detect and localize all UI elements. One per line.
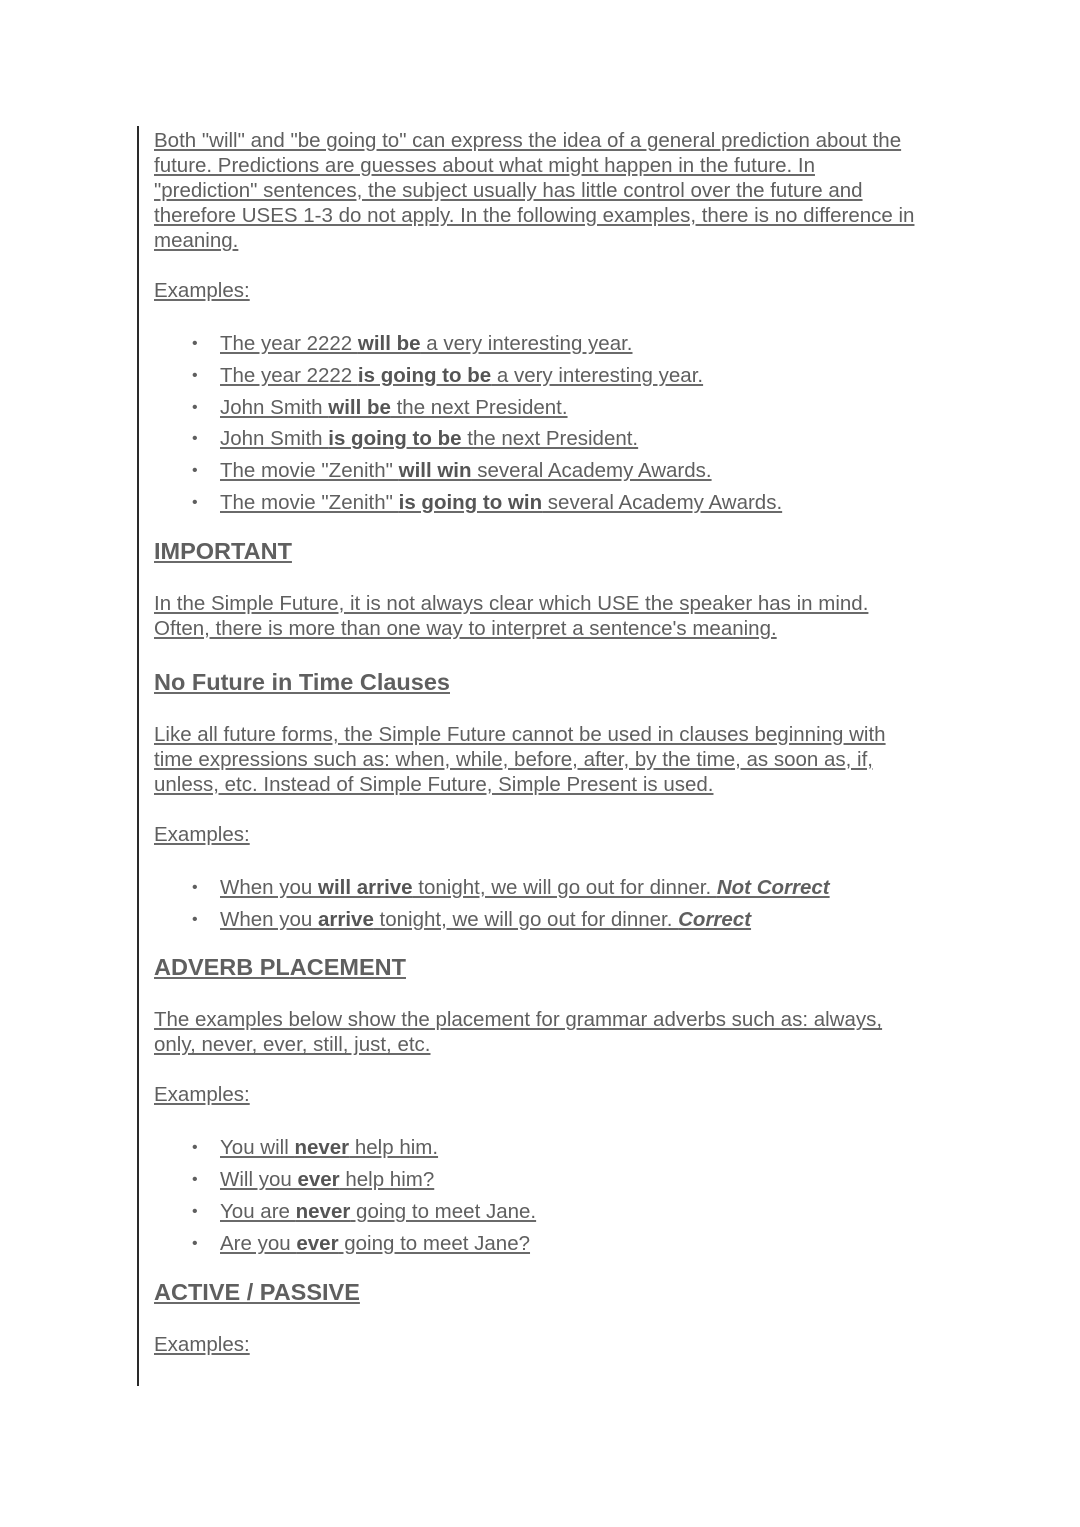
list-item: • The year 2222 will be a very interesting year.: [192, 328, 924, 360]
examples-label: Examples:: [154, 279, 250, 302]
left-margin-rule: [137, 126, 139, 1386]
bullet-icon: •: [192, 430, 198, 448]
prediction-examples-list: [154, 328, 924, 519]
bullet-icon: •: [192, 1139, 198, 1157]
document-body: [154, 128, 924, 1382]
list-item: • When you will arrive tonight, we will go out for dinner. Not Correct: [192, 872, 924, 904]
bullet-icon: •: [192, 462, 198, 480]
list-item: • John Smith is going to be the next President.: [192, 423, 924, 455]
bullet-icon: •: [192, 398, 198, 416]
bullet-icon: •: [192, 366, 198, 384]
bullet-icon: •: [192, 878, 198, 896]
adverb-placement-paragraph: The examples below show the placement for grammar adverbs such as: always, only, never, ever, still, just, etc.: [154, 1008, 883, 1057]
time-clauses-paragraph: Like all future forms, the Simple Future cannot be used in clauses beginning with time expressions such as: when, while, before, after, by the time, as soon as, if, unless, etc. Instead of Simple Future, Simple Present is used.: [154, 722, 886, 796]
list-item: • John Smith will be the next President.: [192, 392, 924, 424]
active-passive-heading: ACTIVE / PASSIVE: [154, 1278, 360, 1305]
important-paragraph: In the Simple Future, it is not always clear which USE the speaker has in mind. Often, there is more than one way to interpret a sentence's meaning.: [154, 591, 869, 640]
list-item: • The movie "Zenith" is going to win several Academy Awards.: [192, 487, 924, 519]
bullet-icon: •: [192, 910, 198, 928]
list-item: • Are you ever going to meet Jane?: [192, 1228, 924, 1260]
list-item: • When you arrive tonight, we will go out for dinner. Correct: [192, 904, 924, 936]
adverb-examples-list: [154, 1132, 924, 1259]
list-item: • You are never going to meet Jane.: [192, 1196, 924, 1228]
time-clauses-examples-list: [154, 872, 924, 936]
bullet-icon: •: [192, 1234, 198, 1252]
bullet-icon: •: [192, 1202, 198, 1220]
examples-label: Examples:: [154, 822, 250, 846]
list-item: • Will you ever help him?: [192, 1164, 924, 1196]
time-clauses-heading: No Future in Time Clauses: [154, 668, 450, 695]
examples-label: Examples:: [154, 1083, 250, 1107]
intro-paragraph: Both "will" and "be going to" can express the idea of a general prediction about the future. Predictions are guesses about what might happen in the future. In "prediction" sentences, the subject usually has little control over the future and therefore USES 1-3 do not apply. In the following examples, there is no difference in meaning.: [154, 129, 915, 252]
correctness-note: Not Correct: [716, 875, 830, 899]
list-item: • The year 2222 is going to be a very interesting year.: [192, 360, 924, 392]
bullet-icon: •: [192, 493, 198, 511]
examples-label: Examples:: [154, 1332, 250, 1356]
list-item: • You will never help him.: [192, 1132, 924, 1164]
correctness-note: Correct: [678, 907, 752, 931]
adverb-placement-heading: ADVERB PLACEMENT: [154, 954, 406, 981]
list-item: • The movie "Zenith" will win several Academy Awards.: [192, 455, 924, 487]
bullet-icon: •: [192, 1171, 198, 1189]
important-heading: IMPORTANT: [154, 537, 292, 564]
bullet-icon: •: [192, 335, 198, 352]
